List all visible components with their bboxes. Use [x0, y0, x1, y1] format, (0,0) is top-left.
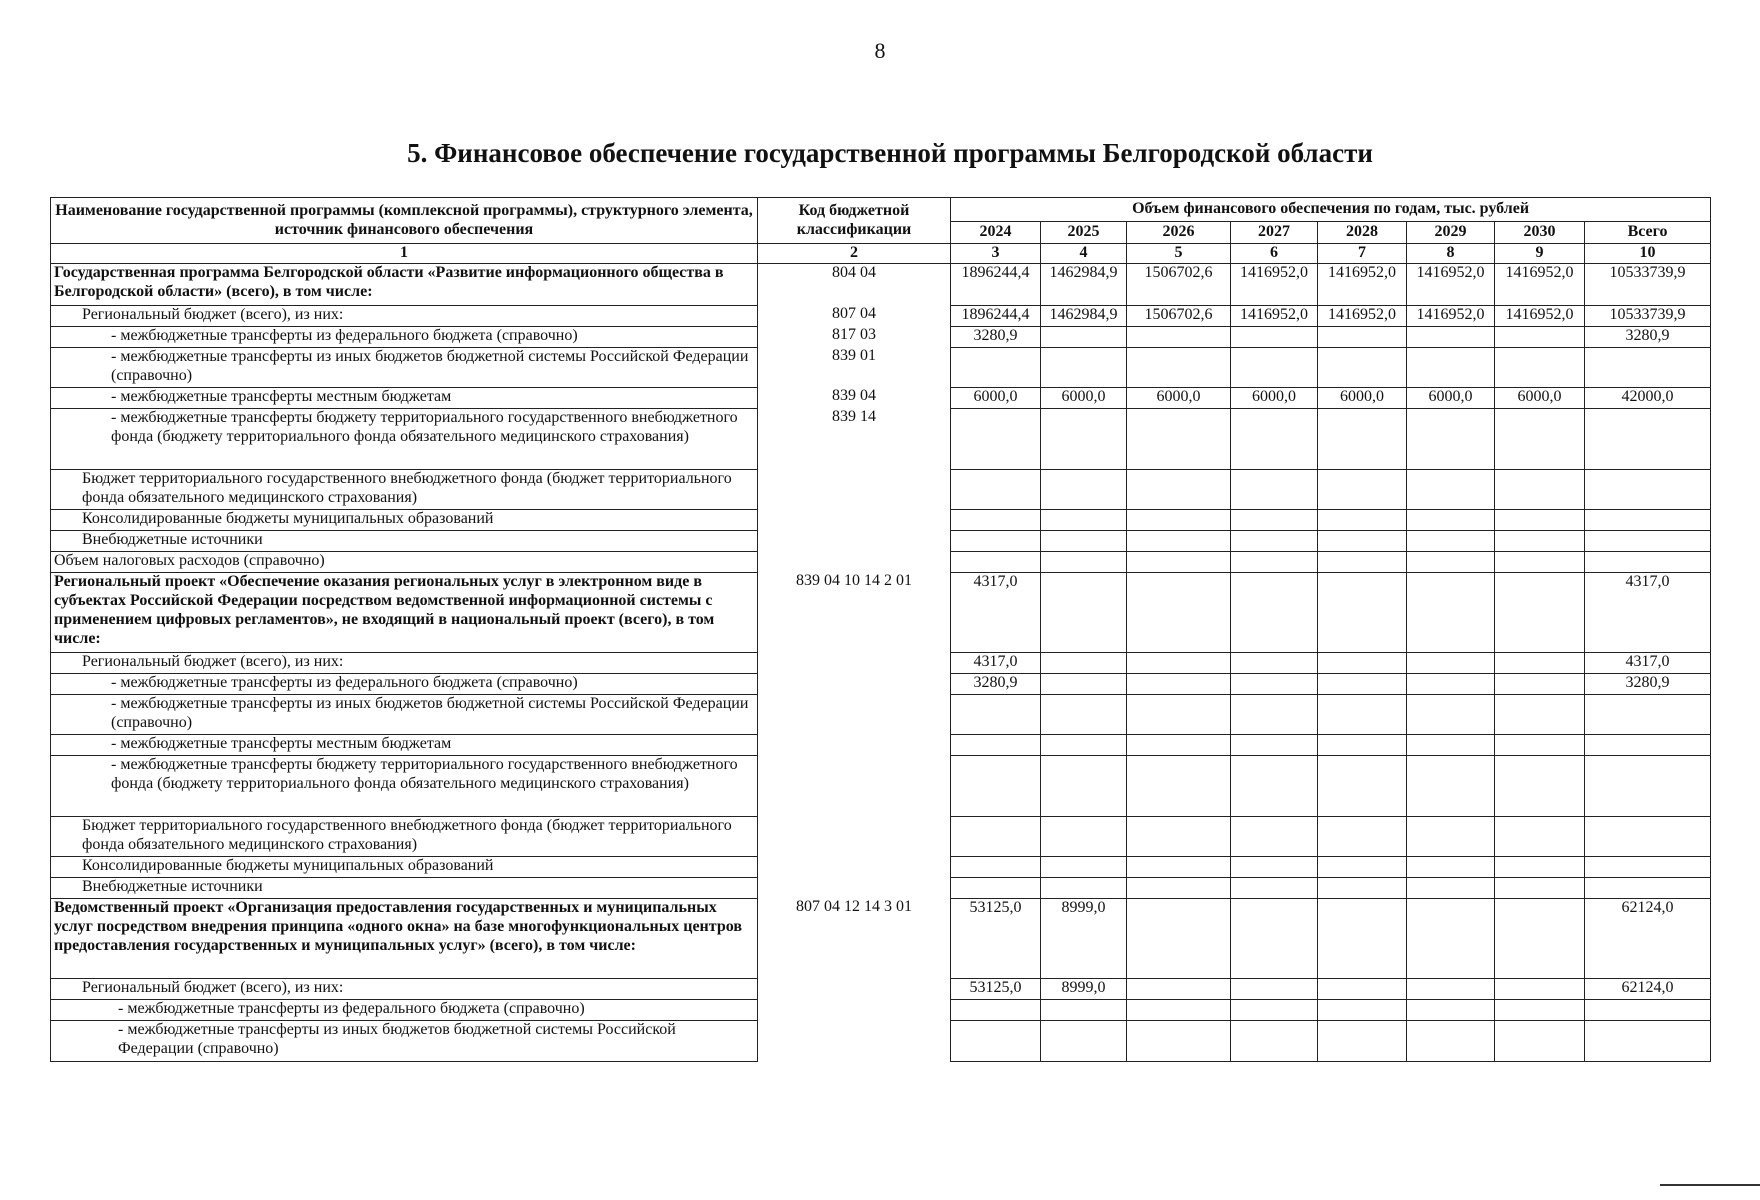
value-cell	[1407, 326, 1495, 347]
table-row	[51, 673, 1711, 694]
table-row	[51, 326, 1711, 347]
header-volume-col: Объем финансового обеспечения по годам, тыс. рублей	[951, 198, 1711, 222]
value-cell	[1231, 816, 1318, 856]
value-cell	[1127, 1020, 1231, 1061]
value-cell	[1495, 530, 1585, 551]
value-cell	[1318, 755, 1407, 816]
value-cell	[1127, 652, 1231, 673]
value-cell	[1041, 551, 1127, 572]
value-cell	[1041, 694, 1127, 734]
value-cell	[1231, 999, 1318, 1020]
value-cell	[951, 999, 1041, 1020]
table-row	[51, 856, 1711, 877]
value-cell: 6000,0	[1318, 387, 1407, 408]
budget-code-cell	[758, 999, 951, 1020]
value-cell: 1896244,4	[951, 305, 1041, 326]
row-label: - межбюджетные трансферты бюджету территориального государственного внебюджетного фонда (бюджету территориального фонда обязательного медицинского страхования)	[51, 408, 758, 469]
value-cell	[1495, 978, 1585, 999]
table-row	[51, 572, 1711, 652]
col-number: 7	[1318, 244, 1407, 264]
value-cell	[1231, 755, 1318, 816]
value-cell	[1231, 551, 1318, 572]
value-cell: 53125,0	[951, 978, 1041, 999]
value-cell	[1041, 1020, 1127, 1061]
value-cell	[1231, 509, 1318, 530]
value-cell	[1318, 694, 1407, 734]
value-cell	[951, 877, 1041, 898]
value-cell	[1041, 652, 1127, 673]
value-cell	[1127, 530, 1231, 551]
header-year: 2029	[1407, 222, 1495, 244]
header-code-col: Код бюджетной классификации	[758, 198, 951, 244]
total-cell: 62124,0	[1585, 978, 1711, 999]
table-row	[51, 469, 1711, 509]
header-name-col: Наименование государственной программы (комплексной программы), структурного элемента, источник финансового обеспечения	[51, 198, 758, 244]
value-cell: 1506702,6	[1127, 305, 1231, 326]
value-cell	[1231, 1020, 1318, 1061]
value-cell: 1416952,0	[1495, 263, 1585, 305]
row-label: Региональный бюджет (всего), из них:	[51, 305, 758, 326]
value-cell	[1407, 469, 1495, 509]
total-cell	[1585, 999, 1711, 1020]
value-cell	[1407, 877, 1495, 898]
value-cell	[1127, 673, 1231, 694]
table-row	[51, 694, 1711, 734]
value-cell	[1495, 326, 1585, 347]
col-number: 9	[1495, 244, 1585, 264]
header-year: 2027	[1231, 222, 1318, 244]
total-cell	[1585, 755, 1711, 816]
value-cell	[1495, 509, 1585, 530]
value-cell	[1407, 347, 1495, 387]
value-cell	[1231, 326, 1318, 347]
value-cell	[1041, 326, 1127, 347]
value-cell	[1127, 999, 1231, 1020]
table-row	[51, 898, 1711, 978]
value-cell	[1407, 673, 1495, 694]
value-cell: 8999,0	[1041, 978, 1127, 999]
total-cell	[1585, 469, 1711, 509]
value-cell	[1318, 469, 1407, 509]
value-cell	[1495, 652, 1585, 673]
header-total: Всего	[1585, 222, 1711, 244]
value-cell	[1318, 978, 1407, 999]
value-cell: 6000,0	[1127, 387, 1231, 408]
value-cell	[1127, 755, 1231, 816]
budget-code-cell	[758, 551, 951, 572]
value-cell	[1231, 673, 1318, 694]
value-cell	[951, 551, 1041, 572]
total-cell	[1585, 1020, 1711, 1061]
budget-code-cell	[758, 530, 951, 551]
budget-code-cell	[758, 755, 951, 816]
budget-code-cell	[758, 652, 951, 673]
value-cell	[1231, 652, 1318, 673]
budget-code-cell	[758, 877, 951, 898]
value-cell	[1407, 755, 1495, 816]
value-cell: 3280,9	[951, 326, 1041, 347]
total-cell	[1585, 551, 1711, 572]
budget-code-cell	[758, 816, 951, 856]
value-cell	[1127, 694, 1231, 734]
value-cell	[951, 347, 1041, 387]
total-cell: 10533739,9	[1585, 263, 1711, 305]
value-cell	[1407, 572, 1495, 652]
row-label: Ведомственный проект «Организация предоставления государственных и муниципальных услуг посредством внедрения принципа «одного окна» на базе многофункциональных центров предоставления государственных и муниципальных услуг» (всего), в том числе:	[51, 898, 758, 978]
value-cell	[1041, 816, 1127, 856]
value-cell: 53125,0	[951, 898, 1041, 978]
value-cell	[1127, 877, 1231, 898]
row-label: Бюджет территориального государственного внебюджетного фонда (бюджет территориального фонда обязательного медицинского страхования)	[51, 469, 758, 509]
budget-code-cell: 807 04 12 14 3 01	[758, 898, 951, 978]
budget-code-cell	[758, 694, 951, 734]
value-cell	[951, 469, 1041, 509]
table-row	[51, 387, 1711, 408]
table-row	[51, 816, 1711, 856]
value-cell: 1416952,0	[1318, 263, 1407, 305]
total-cell	[1585, 408, 1711, 469]
row-label: Региональный проект «Обеспечение оказания региональных услуг в электронном виде в субъектах Российской Федерации посредством ведомственной информационной системы с применением цифровых регламентов», не входящий в национальный проект (всего), в том числе:	[51, 572, 758, 652]
value-cell: 6000,0	[951, 387, 1041, 408]
total-cell	[1585, 877, 1711, 898]
row-label: - межбюджетные трансферты из федерального бюджета (справочно)	[51, 999, 758, 1020]
value-cell: 6000,0	[1041, 387, 1127, 408]
total-cell	[1585, 347, 1711, 387]
table-row	[51, 305, 1711, 326]
value-cell	[1041, 408, 1127, 469]
value-cell	[1495, 999, 1585, 1020]
row-label: - межбюджетные трансферты из иных бюджетов бюджетной системы Российской Федерации (справочно)	[51, 694, 758, 734]
value-cell: 6000,0	[1495, 387, 1585, 408]
value-cell	[951, 694, 1041, 734]
budget-code-cell: 839 04	[758, 387, 951, 408]
value-cell	[1318, 326, 1407, 347]
value-cell	[1495, 898, 1585, 978]
header-year: 2025	[1041, 222, 1127, 244]
value-cell	[951, 755, 1041, 816]
value-cell	[1127, 978, 1231, 999]
value-cell	[1407, 734, 1495, 755]
value-cell	[1231, 877, 1318, 898]
value-cell: 3280,9	[951, 673, 1041, 694]
budget-code-cell: 839 04 10 14 2 01	[758, 572, 951, 652]
value-cell	[1127, 509, 1231, 530]
value-cell	[1407, 551, 1495, 572]
row-label: - межбюджетные трансферты из иных бюджетов бюджетной системы Российской Федерации (справочно)	[51, 1020, 758, 1061]
col-number: 4	[1041, 244, 1127, 264]
col-number: 5	[1127, 244, 1231, 264]
budget-code-cell: 839 01	[758, 347, 951, 387]
value-cell	[1127, 469, 1231, 509]
budget-code-cell: 839 14	[758, 408, 951, 469]
value-cell: 1416952,0	[1231, 305, 1318, 326]
value-cell	[1407, 694, 1495, 734]
value-cell	[951, 1020, 1041, 1061]
value-cell	[951, 856, 1041, 877]
value-cell	[1231, 572, 1318, 652]
value-cell	[1041, 877, 1127, 898]
total-cell: 62124,0	[1585, 898, 1711, 978]
value-cell	[1318, 673, 1407, 694]
row-label: - межбюджетные трансферты бюджету территориального государственного внебюджетного фонда (бюджету территориального фонда обязательного медицинского страхования)	[51, 755, 758, 816]
row-label: Региональный бюджет (всего), из них:	[51, 652, 758, 673]
table-row	[51, 755, 1711, 816]
table-row	[51, 263, 1711, 305]
value-cell	[1495, 694, 1585, 734]
col-number: 10	[1585, 244, 1711, 264]
row-label: - межбюджетные трансферты местным бюджетам	[51, 387, 758, 408]
row-label: Региональный бюджет (всего), из них:	[51, 978, 758, 999]
value-cell: 4317,0	[951, 572, 1041, 652]
value-cell	[951, 734, 1041, 755]
total-cell	[1585, 816, 1711, 856]
value-cell	[1318, 652, 1407, 673]
row-label: - межбюджетные трансферты из иных бюджетов бюджетной системы Российской Федерации (справочно)	[51, 347, 758, 387]
value-cell	[1495, 572, 1585, 652]
header-year: 2028	[1318, 222, 1407, 244]
value-cell	[1318, 551, 1407, 572]
value-cell	[1231, 694, 1318, 734]
value-cell	[1041, 530, 1127, 551]
value-cell	[1318, 572, 1407, 652]
total-cell: 4317,0	[1585, 572, 1711, 652]
table-row	[51, 652, 1711, 673]
value-cell	[1231, 530, 1318, 551]
row-label: Консолидированные бюджеты муниципальных образований	[51, 509, 758, 530]
value-cell	[1318, 347, 1407, 387]
header-year: 2026	[1127, 222, 1231, 244]
page-number: 8	[874, 38, 886, 63]
value-cell	[1318, 856, 1407, 877]
value-cell: 1416952,0	[1407, 305, 1495, 326]
table-row	[51, 530, 1711, 551]
value-cell	[1495, 755, 1585, 816]
value-cell: 4317,0	[951, 652, 1041, 673]
value-cell: 1896244,4	[951, 263, 1041, 305]
value-cell	[1407, 816, 1495, 856]
table-row	[51, 1020, 1711, 1061]
table-row	[51, 509, 1711, 530]
table-row	[51, 408, 1711, 469]
header-year: 2024	[951, 222, 1041, 244]
table-row	[51, 734, 1711, 755]
total-cell: 3280,9	[1585, 326, 1711, 347]
total-cell: 42000,0	[1585, 387, 1711, 408]
value-cell: 1416952,0	[1231, 263, 1318, 305]
value-cell	[1041, 347, 1127, 387]
table-row	[51, 877, 1711, 898]
value-cell: 1416952,0	[1495, 305, 1585, 326]
value-cell: 8999,0	[1041, 898, 1127, 978]
value-cell: 1506702,6	[1127, 263, 1231, 305]
value-cell	[1231, 734, 1318, 755]
budget-code-cell	[758, 509, 951, 530]
budget-code-cell	[758, 1020, 951, 1061]
value-cell	[1407, 978, 1495, 999]
value-cell	[951, 816, 1041, 856]
row-label: Внебюджетные источники	[51, 530, 758, 551]
row-label: - межбюджетные трансферты из федерального бюджета (справочно)	[51, 673, 758, 694]
budget-code-cell	[758, 673, 951, 694]
value-cell	[1318, 408, 1407, 469]
value-cell	[1231, 978, 1318, 999]
value-cell	[1495, 469, 1585, 509]
table-row	[51, 999, 1711, 1020]
table-row	[51, 347, 1711, 387]
total-cell	[1585, 856, 1711, 877]
header-year: 2030	[1495, 222, 1585, 244]
value-cell	[1041, 572, 1127, 652]
value-cell	[1495, 816, 1585, 856]
table-row	[51, 978, 1711, 999]
value-cell	[1495, 877, 1585, 898]
value-cell	[1041, 734, 1127, 755]
total-cell	[1585, 509, 1711, 530]
value-cell	[1041, 999, 1127, 1020]
value-cell: 6000,0	[1407, 387, 1495, 408]
value-cell	[1231, 408, 1318, 469]
value-cell	[1318, 734, 1407, 755]
row-label: Государственная программа Белгородской области «Развитие информационного общества в Белгородской области» (всего), в том числе:	[51, 263, 758, 305]
value-cell	[1407, 509, 1495, 530]
budget-code-cell	[758, 734, 951, 755]
value-cell	[1318, 530, 1407, 551]
value-cell	[1495, 734, 1585, 755]
total-cell	[1585, 734, 1711, 755]
budget-code-cell	[758, 978, 951, 999]
value-cell	[1495, 856, 1585, 877]
value-cell	[1127, 551, 1231, 572]
value-cell	[1041, 469, 1127, 509]
value-cell	[1495, 551, 1585, 572]
value-cell	[1407, 530, 1495, 551]
table-header	[51, 198, 1711, 264]
value-cell	[1318, 999, 1407, 1020]
page-title: 5. Финансовое обеспечение государственной программы Белгородской области	[407, 138, 1373, 168]
value-cell	[1407, 856, 1495, 877]
col-number: 6	[1231, 244, 1318, 264]
col-number: 1	[51, 244, 758, 264]
table-row	[51, 551, 1711, 572]
value-cell	[1318, 816, 1407, 856]
total-cell: 3280,9	[1585, 673, 1711, 694]
value-cell	[1407, 408, 1495, 469]
col-number: 8	[1407, 244, 1495, 264]
total-cell: 4317,0	[1585, 652, 1711, 673]
value-cell	[951, 509, 1041, 530]
value-cell	[1495, 673, 1585, 694]
value-cell: 1462984,9	[1041, 263, 1127, 305]
value-cell	[1041, 755, 1127, 816]
value-cell	[1318, 898, 1407, 978]
value-cell	[1231, 898, 1318, 978]
value-cell	[1041, 509, 1127, 530]
value-cell	[1127, 898, 1231, 978]
table-body	[51, 263, 1711, 1061]
row-label: Внебюджетные источники	[51, 877, 758, 898]
value-cell	[1231, 347, 1318, 387]
total-cell	[1585, 694, 1711, 734]
edge-line	[1660, 1184, 1760, 1186]
value-cell	[1407, 898, 1495, 978]
total-cell	[1585, 530, 1711, 551]
value-cell: 1416952,0	[1318, 305, 1407, 326]
value-cell	[1495, 408, 1585, 469]
row-label: - межбюджетные трансферты местным бюджетам	[51, 734, 758, 755]
budget-code-cell: 817 03	[758, 326, 951, 347]
total-cell: 10533739,9	[1585, 305, 1711, 326]
value-cell	[1495, 347, 1585, 387]
value-cell	[1495, 1020, 1585, 1061]
row-label: - межбюджетные трансферты из федерального бюджета (справочно)	[51, 326, 758, 347]
row-label: Консолидированные бюджеты муниципальных образований	[51, 856, 758, 877]
row-label: Бюджет территориального государственного внебюджетного фонда (бюджет территориального фонда обязательного медицинского страхования)	[51, 816, 758, 856]
value-cell	[1127, 347, 1231, 387]
value-cell	[951, 408, 1041, 469]
value-cell	[1041, 673, 1127, 694]
value-cell	[1127, 856, 1231, 877]
value-cell	[1231, 856, 1318, 877]
value-cell	[1127, 816, 1231, 856]
value-cell	[1318, 1020, 1407, 1061]
value-cell	[1231, 469, 1318, 509]
financing-table	[50, 197, 1711, 1062]
budget-code-cell: 804 04	[758, 263, 951, 305]
value-cell	[1407, 1020, 1495, 1061]
value-cell	[1318, 509, 1407, 530]
value-cell	[1127, 734, 1231, 755]
value-cell: 1416952,0	[1407, 263, 1495, 305]
value-cell	[1127, 408, 1231, 469]
value-cell: 6000,0	[1231, 387, 1318, 408]
value-cell	[1318, 877, 1407, 898]
row-label: Объем налоговых расходов (справочно)	[51, 551, 758, 572]
value-cell	[1041, 856, 1127, 877]
budget-code-cell	[758, 469, 951, 509]
value-cell	[951, 530, 1041, 551]
value-cell	[1127, 572, 1231, 652]
value-cell: 1462984,9	[1041, 305, 1127, 326]
value-cell	[1407, 652, 1495, 673]
col-number: 3	[951, 244, 1041, 264]
budget-code-cell: 807 04	[758, 305, 951, 326]
value-cell	[1127, 326, 1231, 347]
col-number: 2	[758, 244, 951, 264]
value-cell	[1407, 999, 1495, 1020]
budget-code-cell	[758, 856, 951, 877]
